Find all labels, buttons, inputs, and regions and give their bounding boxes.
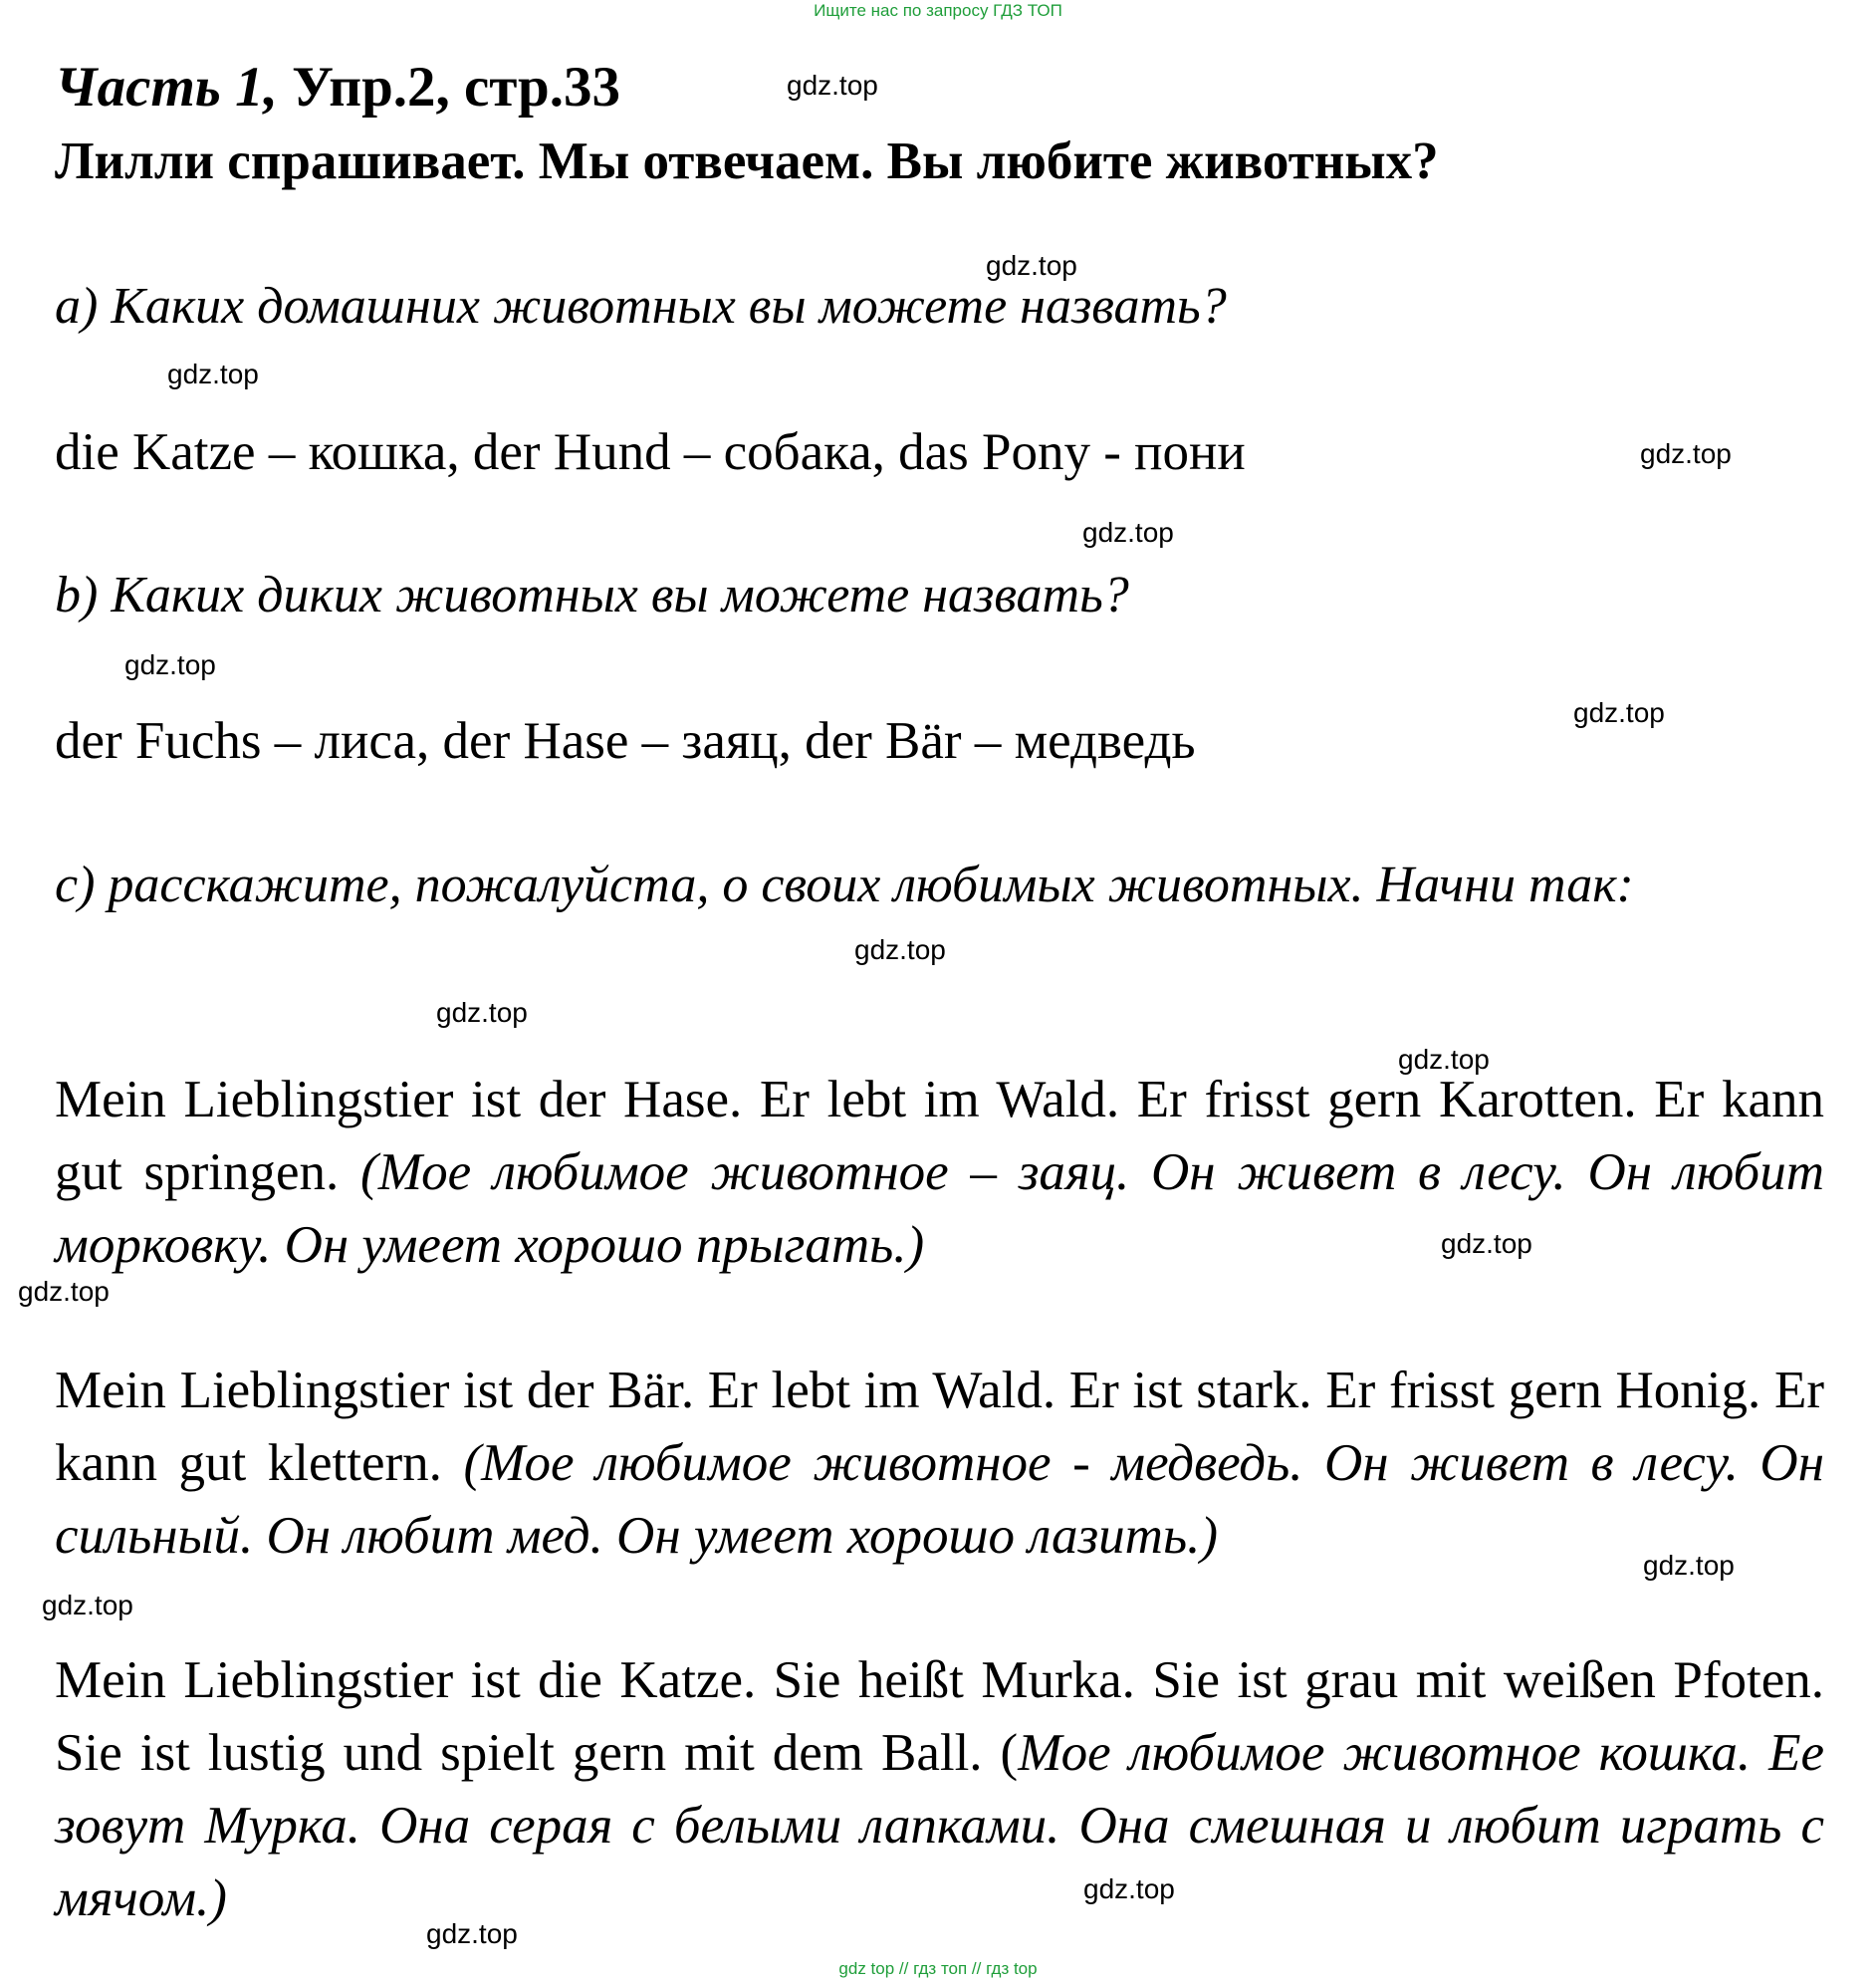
page-title — [55, 55, 620, 121]
watermark: gdz.top — [1398, 1044, 1490, 1075]
watermark: gdz.top — [1441, 1228, 1532, 1259]
footer-watermark: gdz top // гдз топ // гдз top — [838, 1959, 1038, 1978]
watermark: gdz.top — [167, 359, 259, 389]
watermark: gdz.top — [787, 70, 878, 101]
paragraph-german: Mein Lieblingstier ist der Hase. Er lebt im Wald. Er frisst gern Karotten. Er kann gut springen. — [55, 1071, 1824, 1201]
answer-paragraph-katze — [55, 1644, 1824, 1935]
watermark: gdz.top — [426, 1918, 518, 1949]
title-exercise: Упр.2, стр.33 — [277, 56, 620, 119]
paragraph-translation: (Мое любимое животное - медведь. Он живет в лесу. Он сильный. Он любит мед. Он умеет хорошо лазить.) — [55, 1434, 1824, 1565]
question-b: b) Каких диких животных вы можете назвать? — [55, 567, 1129, 623]
answer-a: die Katze – кошка, der Hund – собака, das Pony - пони — [55, 423, 1246, 481]
watermark: gdz.top — [1640, 438, 1732, 469]
watermark: gdz.top — [1643, 1550, 1735, 1581]
watermark: gdz.top — [436, 997, 528, 1028]
watermark: gdz.top — [986, 250, 1077, 281]
title-part: Часть 1, — [55, 56, 278, 119]
watermark: gdz.top — [124, 649, 216, 680]
page-subtitle: Лилли спрашивает. Мы отвечаем. Вы любите животных? — [55, 132, 1439, 190]
answer-b: der Fuchs – лиса, der Hase – заяц, der Bär – медведь — [55, 712, 1196, 770]
watermark: gdz.top — [1573, 697, 1665, 728]
answer-paragraph-hase — [55, 1064, 1824, 1282]
watermark: gdz.top — [854, 934, 946, 965]
watermark: gdz.top — [1082, 517, 1174, 548]
paragraph-german: Mein Lieblingstier ist der Bär. Er lebt im Wald. Er ist stark. Er frisst gern Honig. Er kann gut klettern. — [55, 1362, 1824, 1492]
question-a: a) Каких домашних животных вы можете назвать? — [55, 278, 1227, 335]
watermark: gdz.top — [18, 1276, 110, 1307]
watermark: gdz.top — [42, 1590, 133, 1620]
watermark: gdz.top — [1083, 1873, 1175, 1904]
paragraph-translation: (Мое любимое животное – заяц. Он живет в лесу. Он любит морковку. Он умеет хорошо прыгать.) — [55, 1143, 1824, 1274]
answer-paragraph-baer — [55, 1355, 1824, 1573]
top-banner: Ищите нас по запросу ГДЗ ТОП — [814, 1, 1062, 20]
question-c: c) расскажите, пожалуйста, о своих любимых животных. Начни так: — [55, 857, 1634, 913]
paragraph-german: Mein Lieblingstier ist die Katze. Sie heißt Murka. Sie ist grau mit weißen Pfoten. Sie ist lustig und spielt gern mit dem Ball. ( — [55, 1651, 1824, 1782]
paragraph-translation: Мое любимое животное кошка. Ее зовут Мурка. Она серая с белыми лапками. Она смешная и любит играть с мячом.) — [55, 1724, 1825, 1927]
